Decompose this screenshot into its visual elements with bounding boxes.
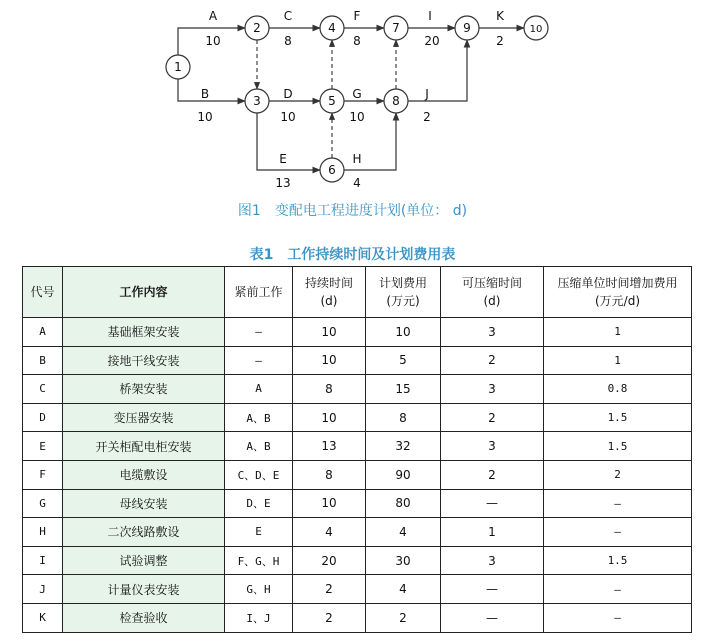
cell-duration: 8 xyxy=(293,375,366,404)
activity-label: F xyxy=(353,9,361,23)
activity-label: A xyxy=(208,9,218,23)
cell-predecessor: A、B xyxy=(225,403,293,432)
node-label: 4 xyxy=(328,21,336,35)
cell-code: A xyxy=(23,318,63,347)
cell-cost: 4 xyxy=(366,575,441,604)
activity-label: G xyxy=(352,87,362,101)
header-unit-cost: 压缩单位时间增加费用 (万元/d) xyxy=(544,267,692,318)
node-label: 8 xyxy=(392,94,400,108)
table-row xyxy=(23,460,692,489)
table-row xyxy=(23,346,692,375)
cell-predecessor: — xyxy=(225,346,293,375)
cell-compressible: 3 xyxy=(441,375,544,404)
cell-predecessor: G、H xyxy=(225,575,293,604)
header-duration: 持续时间 (d) xyxy=(293,267,366,318)
activity-duration: 8 xyxy=(284,34,292,48)
node-label: 2 xyxy=(253,21,261,35)
cell-code: I xyxy=(23,546,63,575)
activity-duration: 2 xyxy=(423,110,431,124)
table-row xyxy=(23,489,692,518)
header-cost: 计划费用 (万元) xyxy=(366,267,441,318)
activity-label: J xyxy=(425,87,429,101)
header-compressible: 可压缩时间 (d) xyxy=(441,267,544,318)
cell-duration: 8 xyxy=(293,460,366,489)
cell-code: H xyxy=(23,518,63,547)
activity-duration: 20 xyxy=(424,34,440,48)
cell-content: 开关柜配电柜安装 xyxy=(63,432,225,461)
cell-unit-cost: 1.5 xyxy=(544,546,692,575)
activity-label: C xyxy=(283,9,293,23)
cell-duration: 4 xyxy=(293,518,366,547)
cell-predecessor: A、B xyxy=(225,432,293,461)
cell-predecessor: I、J xyxy=(225,603,293,632)
cell-code: G xyxy=(23,489,63,518)
table-row xyxy=(23,603,692,632)
cell-duration: 13 xyxy=(293,432,366,461)
activity-duration: 10 xyxy=(349,110,365,124)
cell-unit-cost: 0.8 xyxy=(544,375,692,404)
activity-duration: 8 xyxy=(353,34,361,48)
header-code: 代号 xyxy=(23,267,63,318)
cell-duration: 2 xyxy=(293,575,366,604)
cell-compressible: 1 xyxy=(441,518,544,547)
cell-cost: 30 xyxy=(366,546,441,575)
cell-duration: 10 xyxy=(293,318,366,347)
cell-code: E xyxy=(23,432,63,461)
activity-label: B xyxy=(200,87,210,101)
activity-duration: 10 xyxy=(197,110,213,124)
activity-label: D xyxy=(283,87,293,101)
cell-cost: 90 xyxy=(366,460,441,489)
cell-predecessor: A xyxy=(225,375,293,404)
activity-label: E xyxy=(279,152,287,166)
cell-unit-cost: — xyxy=(544,518,692,547)
figure-caption: 图1 变配电工程进度计划(单位： d) xyxy=(237,203,468,219)
cell-unit-cost: 1 xyxy=(544,318,692,347)
cell-cost: 5 xyxy=(366,346,441,375)
node-label: 1 xyxy=(174,60,182,74)
cell-content: 计量仪表安装 xyxy=(63,575,225,604)
cell-compressible: 3 xyxy=(441,546,544,575)
cell-duration: 10 xyxy=(293,489,366,518)
table-row xyxy=(23,575,692,604)
activity-duration: 2 xyxy=(496,34,504,48)
table-row xyxy=(23,518,692,547)
cell-predecessor: E xyxy=(225,518,293,547)
cell-cost: 80 xyxy=(366,489,441,518)
cell-compressible: 3 xyxy=(441,318,544,347)
cell-compressible: 2 xyxy=(441,403,544,432)
cell-duration: 2 xyxy=(293,603,366,632)
table-row xyxy=(23,432,692,461)
node-label: 3 xyxy=(253,94,261,108)
activity-duration: 10 xyxy=(280,110,296,124)
activity-duration: 4 xyxy=(353,176,361,190)
cell-duration: 20 xyxy=(293,546,366,575)
cell-content: 电缆敷设 xyxy=(63,460,225,489)
cell-code: K xyxy=(23,603,63,632)
cell-unit-cost: 1.5 xyxy=(544,432,692,461)
cell-content: 变压器安装 xyxy=(63,403,225,432)
cell-code: F xyxy=(23,460,63,489)
cost-table xyxy=(22,266,692,633)
table-row xyxy=(23,403,692,432)
cell-predecessor: C、D、E xyxy=(225,460,293,489)
table-caption: 表1 工作持续时间及计划费用表 xyxy=(249,247,456,263)
cell-predecessor: — xyxy=(225,318,293,347)
activity-arrow-j xyxy=(408,40,467,101)
cell-code: C xyxy=(23,375,63,404)
cell-content: 二次线路敷设 xyxy=(63,518,225,547)
node-label: 10 xyxy=(529,24,543,35)
node-label: 5 xyxy=(328,94,336,108)
cell-cost: 15 xyxy=(366,375,441,404)
cell-predecessor: F、G、H xyxy=(225,546,293,575)
cell-code: J xyxy=(23,575,63,604)
cell-compressible: 3 xyxy=(441,432,544,461)
cell-duration: 10 xyxy=(293,403,366,432)
cell-cost: 4 xyxy=(366,518,441,547)
cell-code: D xyxy=(23,403,63,432)
cell-content: 接地干线安装 xyxy=(63,346,225,375)
activity-label: I xyxy=(428,9,432,23)
cell-unit-cost: — xyxy=(544,489,692,518)
cell-cost: 8 xyxy=(366,403,441,432)
cell-content: 桥架安装 xyxy=(63,375,225,404)
header-content: 工作内容 xyxy=(63,267,225,318)
cell-duration: 10 xyxy=(293,346,366,375)
header-predecessor: 紧前工作 xyxy=(225,267,293,318)
table-row xyxy=(23,375,692,404)
cell-cost: 2 xyxy=(366,603,441,632)
table-row xyxy=(23,546,692,575)
node-label: 7 xyxy=(392,21,400,35)
node-label: 9 xyxy=(463,21,471,35)
table-row xyxy=(23,318,692,347)
cell-compressible: — xyxy=(441,489,544,518)
cell-code: B xyxy=(23,346,63,375)
cell-compressible: — xyxy=(441,603,544,632)
activity-arrow-b xyxy=(178,79,245,101)
cell-content: 试验调整 xyxy=(63,546,225,575)
cell-content: 基础框架安装 xyxy=(63,318,225,347)
cell-compressible: — xyxy=(441,575,544,604)
cell-unit-cost: — xyxy=(544,575,692,604)
network-diagram xyxy=(0,0,705,200)
node-label: 6 xyxy=(328,163,336,177)
cell-compressible: 2 xyxy=(441,346,544,375)
cell-unit-cost: 1.5 xyxy=(544,403,692,432)
activity-duration: 13 xyxy=(275,176,291,190)
cell-cost: 32 xyxy=(366,432,441,461)
cell-unit-cost: 1 xyxy=(544,346,692,375)
activity-duration: 10 xyxy=(205,34,221,48)
cell-unit-cost: — xyxy=(544,603,692,632)
cell-content: 检查验收 xyxy=(63,603,225,632)
activity-label: H xyxy=(352,152,362,166)
cell-predecessor: D、E xyxy=(225,489,293,518)
cell-content: 母线安装 xyxy=(63,489,225,518)
cell-compressible: 2 xyxy=(441,460,544,489)
cell-unit-cost: 2 xyxy=(544,460,692,489)
table-header-row xyxy=(23,267,692,318)
cell-cost: 10 xyxy=(366,318,441,347)
activity-label: K xyxy=(496,9,504,23)
